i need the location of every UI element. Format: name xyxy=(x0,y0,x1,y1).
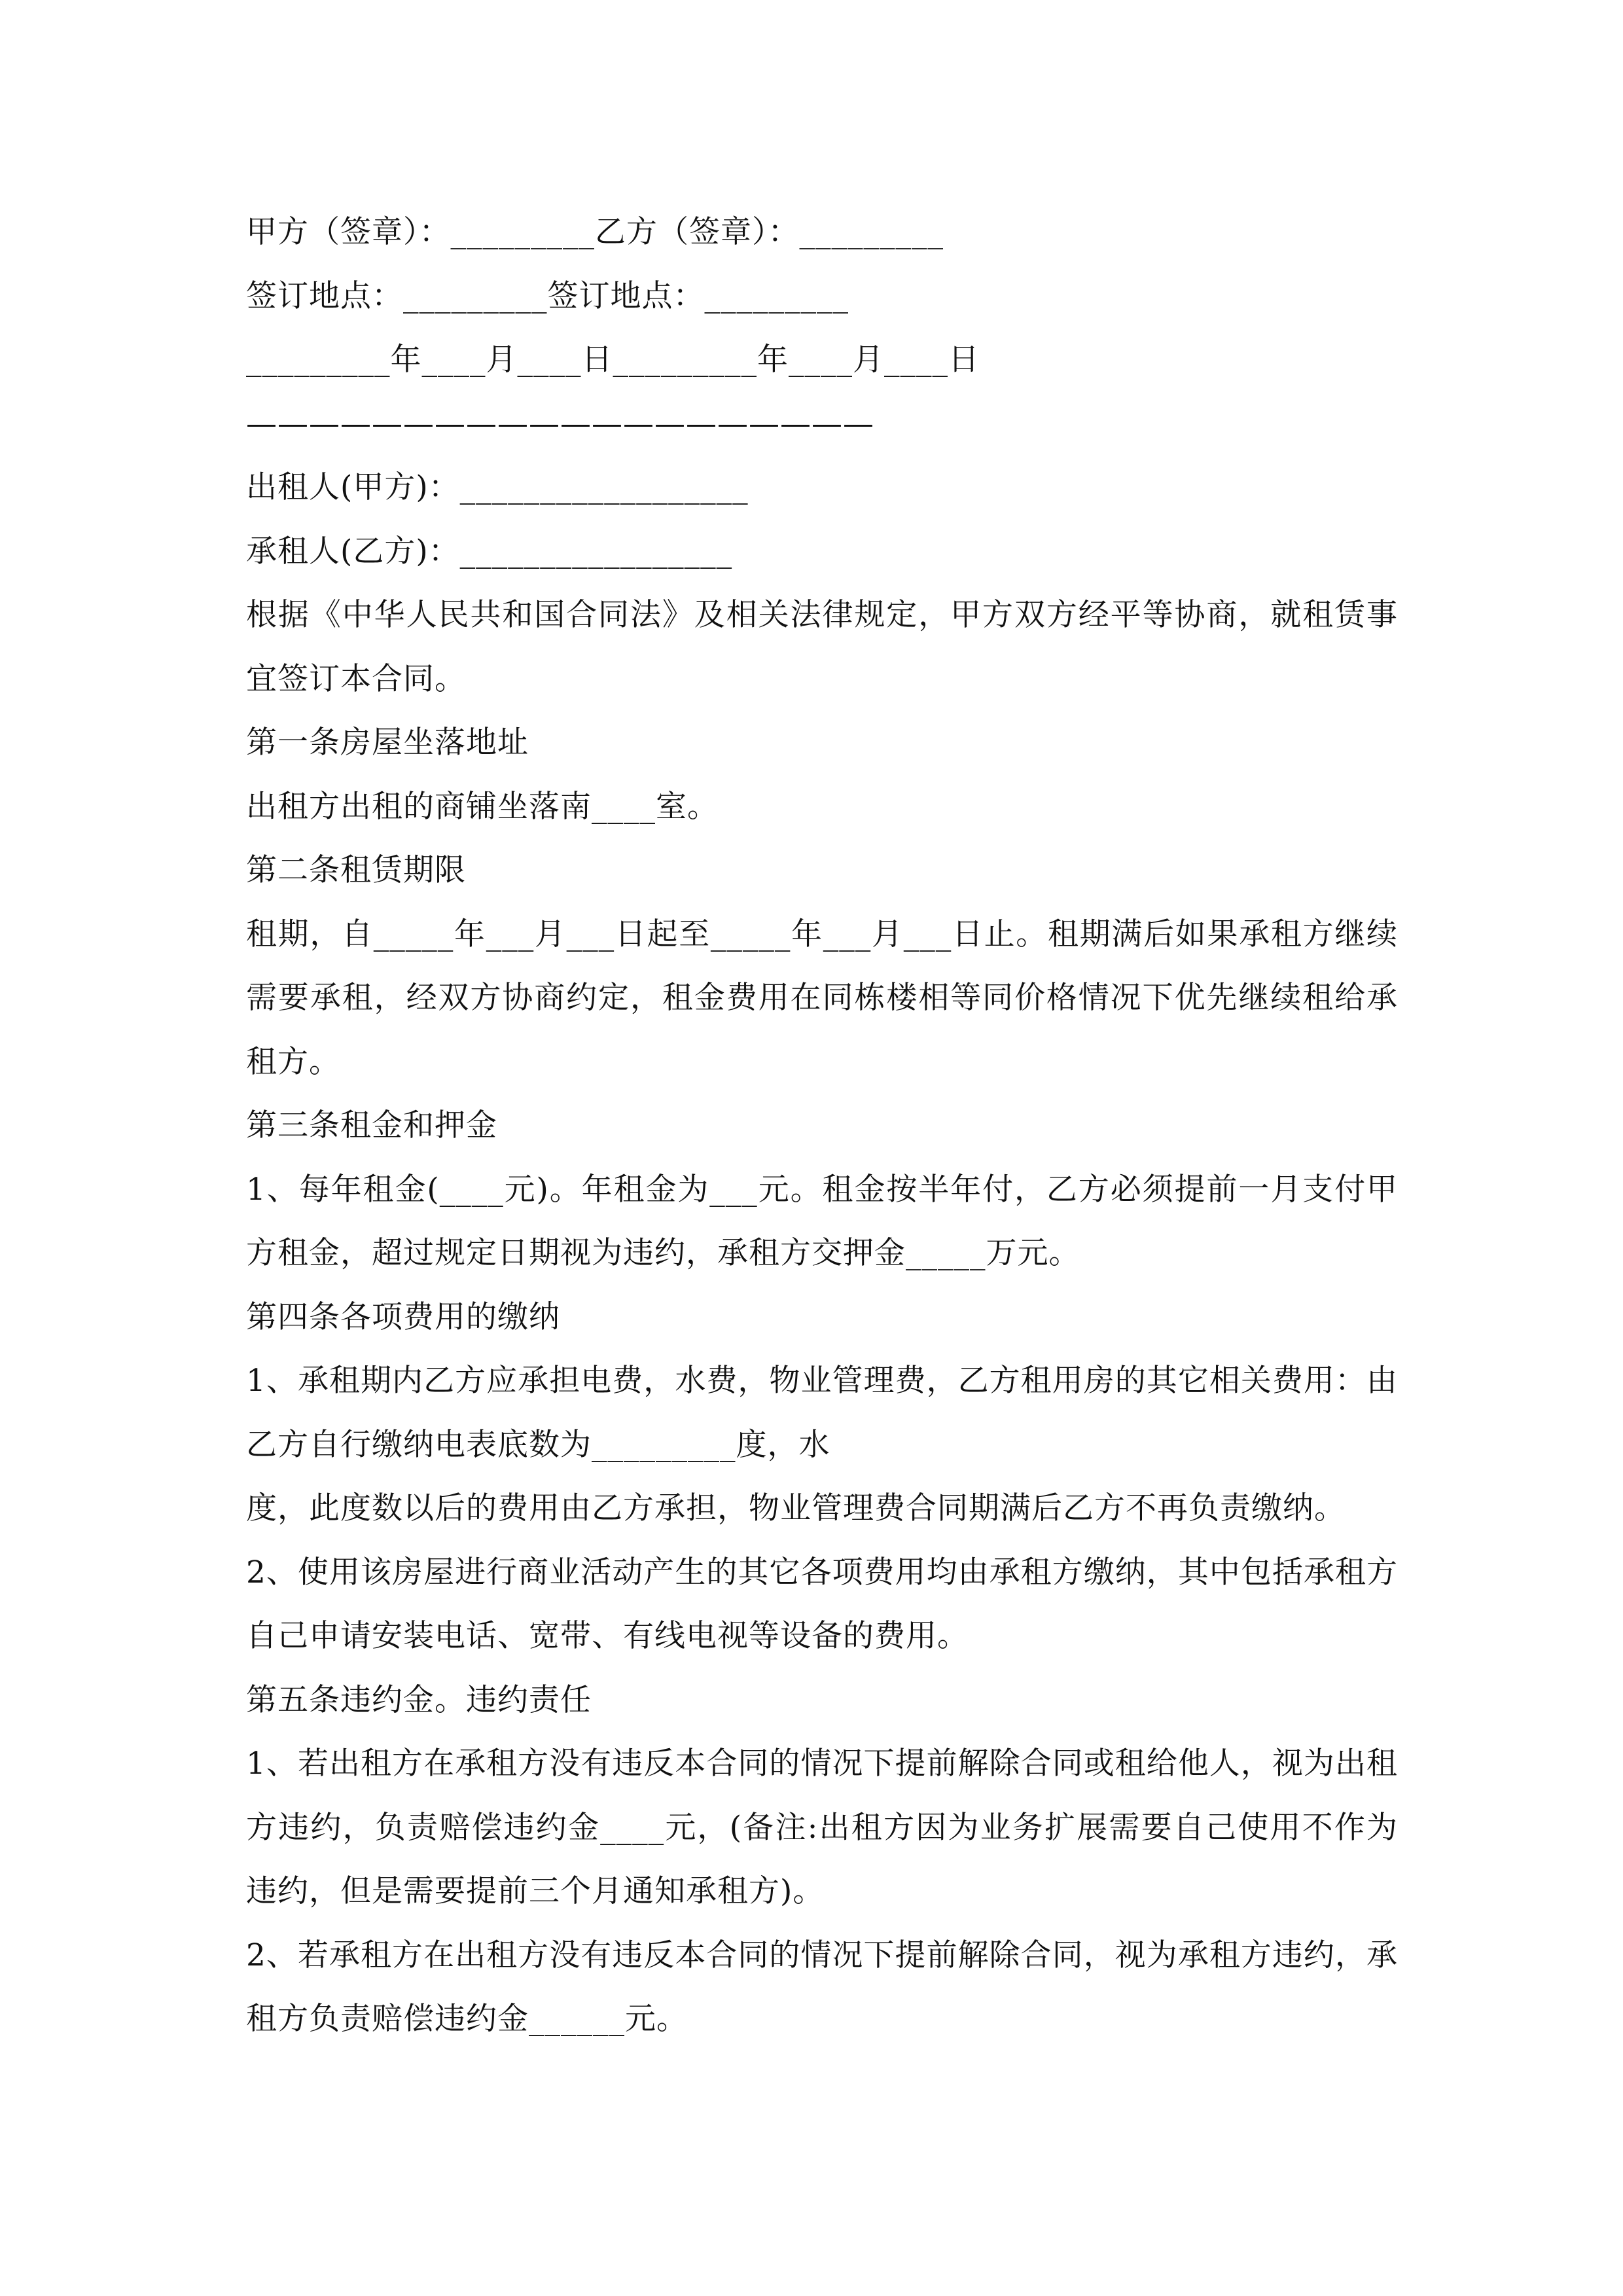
signature-line-date: _________年____月____日_________年____月____日 xyxy=(246,342,980,378)
article4-title: 第四条各项费用的缴纳 xyxy=(246,1299,560,1335)
article4-item2: 2、使用该房屋进行商业活动产生的其它各项费用均由承租方缴纳，其中包括承租方自己申请安装电话、宽带、有线电视等设备的费用。 xyxy=(246,1554,1398,1654)
article5-title: 第五条违约金。违约责任 xyxy=(246,1681,592,1718)
document-body xyxy=(246,200,1398,2051)
article2-body: 租期，自_____年___月___日起至_____年___月___日止。租期满后如果承租方继续需要承租，经双方协商约定，租金费用在同栋楼相等同价格情况下优先继续租给承租方。 xyxy=(246,916,1398,1080)
lessee-line: 承租人(乙方)：_________________ xyxy=(246,533,733,569)
article4-item1-part1: 1、承租期内乙方应承担电费，水费，物业管理费，乙方租用房的其它相关费用：由乙方自行缴纳电表底数为_________度，水 xyxy=(246,1363,1398,1463)
article1-title: 第一条房屋坐落地址 xyxy=(246,725,529,761)
article3-title: 第三条租金和押金 xyxy=(246,1107,497,1143)
article5-item1: 1、若出租方在承租方没有违反本合同的情况下提前解除合同或租给他人，视为出租方违约，负责赔偿违约金____元，(备注:出租方因为业务扩展需要自己使用不作为违约，但是需要提前三个月通知承租方)。 xyxy=(246,1746,1398,1909)
article3-body: 1、每年租金(____元)。年租金为___元。租金按半年付，乙方必须提前一月支付甲方租金，超过规定日期视为违约，承租方交押金_____万元。 xyxy=(246,1171,1398,1271)
article2-title: 第二条租赁期限 xyxy=(246,852,466,888)
signature-line-place: 签订地点：_________签订地点：_________ xyxy=(246,278,849,314)
article5-item2: 2、若承租方在出租方没有违反本合同的情况下提前解除合同，视为承租方违约，承租方负责赔偿违约金______元。 xyxy=(246,1937,1398,2037)
article4-item1-part2: 度，此度数以后的费用由乙方承担，物业管理费合同期满后乙方不再负责缴纳。 xyxy=(246,1490,1346,1526)
intro-paragraph: 根据《中华人民共和国合同法》及相关法律规定，甲方双方经平等协商，就租赁事宜签订本合同。 xyxy=(246,597,1398,697)
lessor-line: 出租人(甲方)：__________________ xyxy=(246,469,749,505)
section-divider: ———————————————————— xyxy=(246,405,874,442)
signature-line-parties: 甲方（签章）：_________乙方（签章）：_________ xyxy=(246,214,944,250)
article1-body: 出租方出租的商铺坐落南____室。 xyxy=(246,788,719,825)
